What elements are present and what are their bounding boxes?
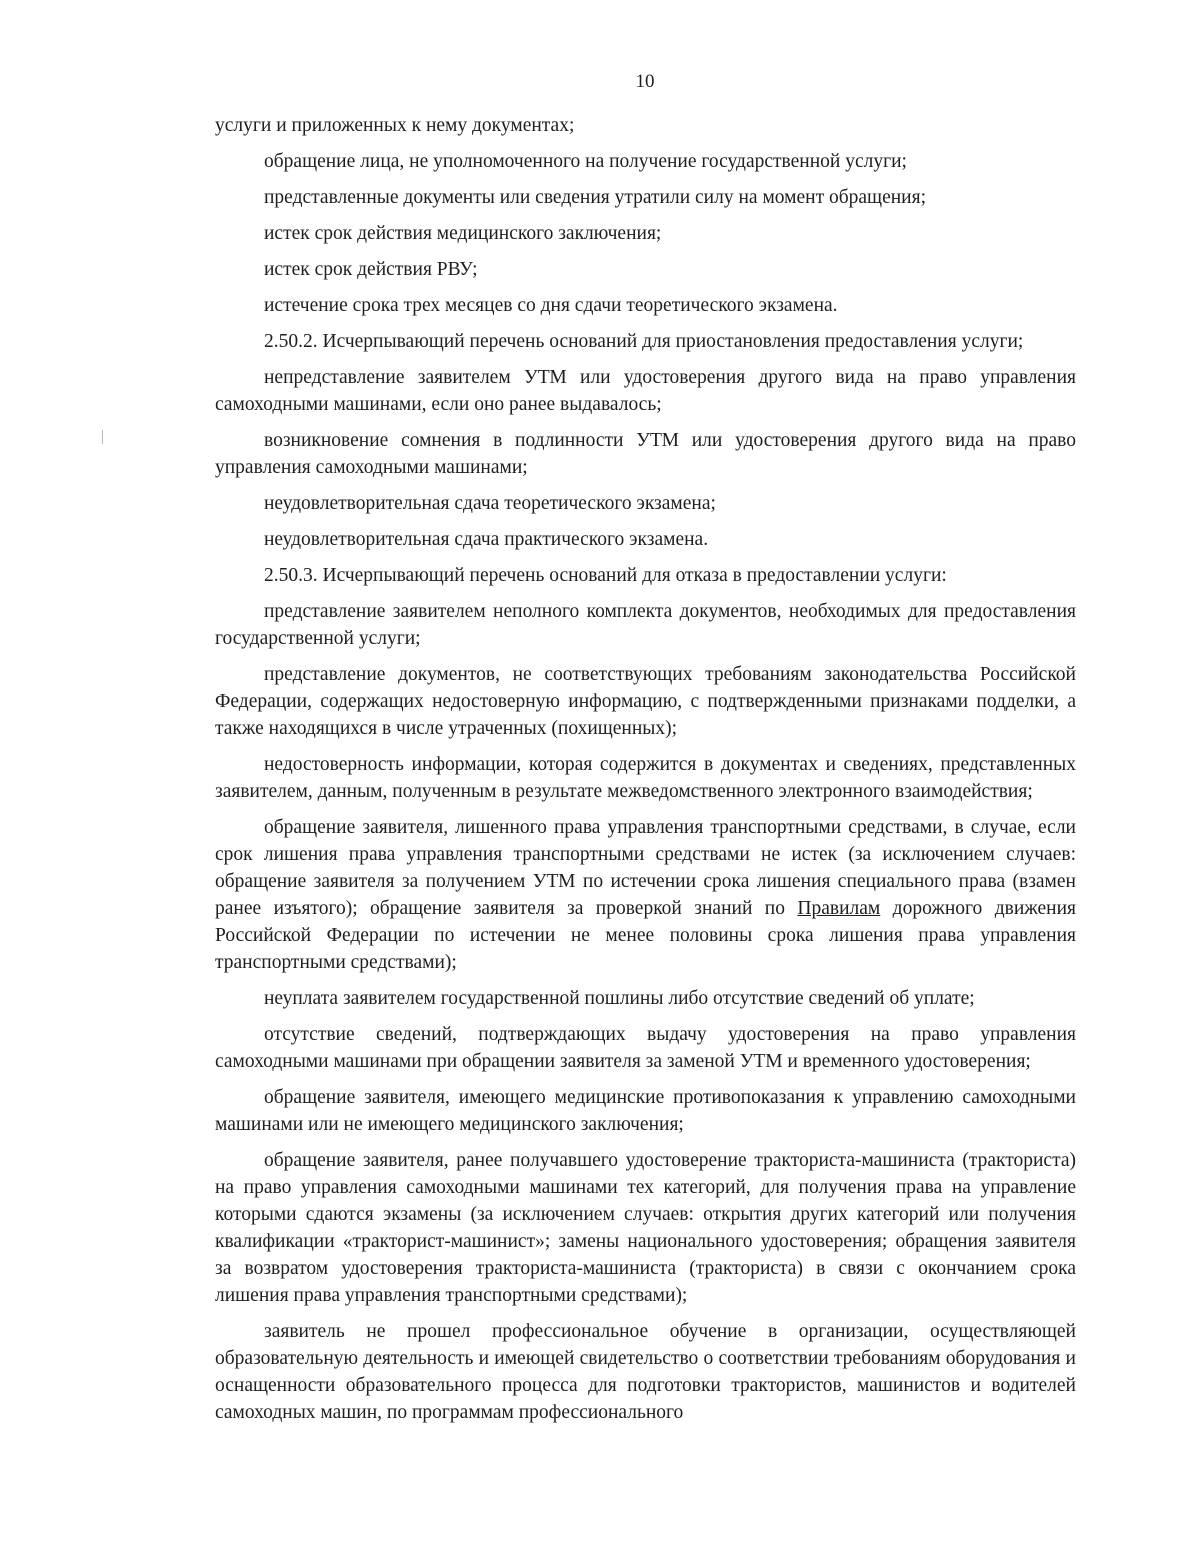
paragraph-deprived-driver-text-after: дорожного движения Российской Федерации по истечении не менее половины срока лишения права управления транспортными средствами); [215, 898, 1076, 973]
paragraph-unauthorized-person: обращение лица, не уполномоченного на получение государственной услуги; [264, 151, 907, 172]
paragraph-no-utm: непредставление заявителем УТМ или удостоверения другого вида на право управления самоходными машинами, если оно ранее выдавалось; [215, 367, 1076, 415]
document-body [215, 112, 1076, 1435]
paragraph-three-months: истечение срока трех месяцев со дня сдачи теоретического экзамена. [264, 295, 838, 316]
section-2-50-2: 2.50.2. Исчерпывающий перечень оснований для приостановления предоставления услуги; [264, 331, 1024, 352]
paragraph-deprived-driver [215, 814, 1076, 976]
paragraph-rvu-expired: истек срок действия РВУ; [264, 259, 478, 280]
paragraph-practice-failed: неудовлетворительная сдача практического экзамена. [264, 529, 709, 550]
paragraph-previous-license: обращение заявителя, ранее получавшего удостоверение тракториста-машиниста (тракториста) на право управления самоходными машинами тех категорий, для получения права на управление которыми сдаются экзамены (за исключением случаев: открытия других категорий или получения квалификации «тракторист-машинист»; замены национального удостоверения; обращения заявителя за возвратом удостоверения тракториста-машиниста (тракториста) в связи с окончанием срока лишения права управления транспортными средствами); [215, 1150, 1076, 1306]
paragraph-no-training: заявитель не прошел профессиональное обучение в организации, осуществляющей образовательную деятельность и имеющей свидетельство о соответствии требованиям оборудования и оснащенности образовательного процесса для подготовки трактористов, машинистов и водителей самоходных машин, по программам профессионального [215, 1321, 1076, 1423]
paragraph-theory-failed: неудовлетворительная сдача теоретического экзамена; [264, 493, 716, 514]
paragraph-noncompliant-documents: представление документов, не соответствующих требованиям законодательства Российской Федерации, содержащих недостоверную информацию, с подтвержденными признаками подделки, а также находящихся в числе утраченных (похищенных); [215, 664, 1076, 739]
paragraph-medical-expired: истек срок действия медицинского заключения; [264, 223, 662, 244]
paragraph-fee-unpaid: неуплата заявителем государственной пошлины либо отсутствие сведений об уплате; [264, 988, 975, 1009]
section-2-50-3: 2.50.3. Исчерпывающий перечень оснований для отказа в предоставлении услуги: [264, 565, 947, 586]
paragraph-medical-contraindications: обращение заявителя, имеющего медицинские противопоказания к управлению самоходными машинами или не имеющего медицинского заключения; [215, 1087, 1076, 1135]
scan-margin-mark [102, 430, 103, 444]
paragraph-invalid-documents: представленные документы или сведения утратили силу на момент обращения; [264, 187, 926, 208]
page-number: 10 [635, 71, 655, 92]
paragraph-deprived-driver-text-before: обращение заявителя, лишенного права управления транспортными средствами, в случае, если срок лишения права управления транспортными средствами не истек (за исключением случаев: обращение заявителя за получением УТМ по истечении срока лишения специального права (взамен ранее изъятого); обращение заявителя за проверкой знаний по [215, 817, 1076, 919]
traffic-rules-link[interactable]: Правилам [797, 898, 881, 919]
paragraph-incomplete-documents: представление заявителем неполного комплекта документов, необходимых для предоставления государственной услуги; [215, 601, 1076, 649]
paragraph-authenticity-doubt: возникновение сомнения в подлинности УТМ или удостоверения другого вида на право управления самоходными машинами; [215, 430, 1076, 478]
paragraph-continuation: услуги и приложенных к нему документах; [215, 115, 575, 136]
paragraph-unreliable-information: недостоверность информации, которая содержится в документах и сведениях, представленных заявителем, данным, полученным в результате межведомственного электронного взаимодействия; [215, 754, 1076, 802]
paragraph-no-issue-records: отсутствие сведений, подтверждающих выдачу удостоверения на право управления самоходными машинами при обращении заявителя за заменой УТМ и временного удостоверения; [215, 1024, 1076, 1072]
